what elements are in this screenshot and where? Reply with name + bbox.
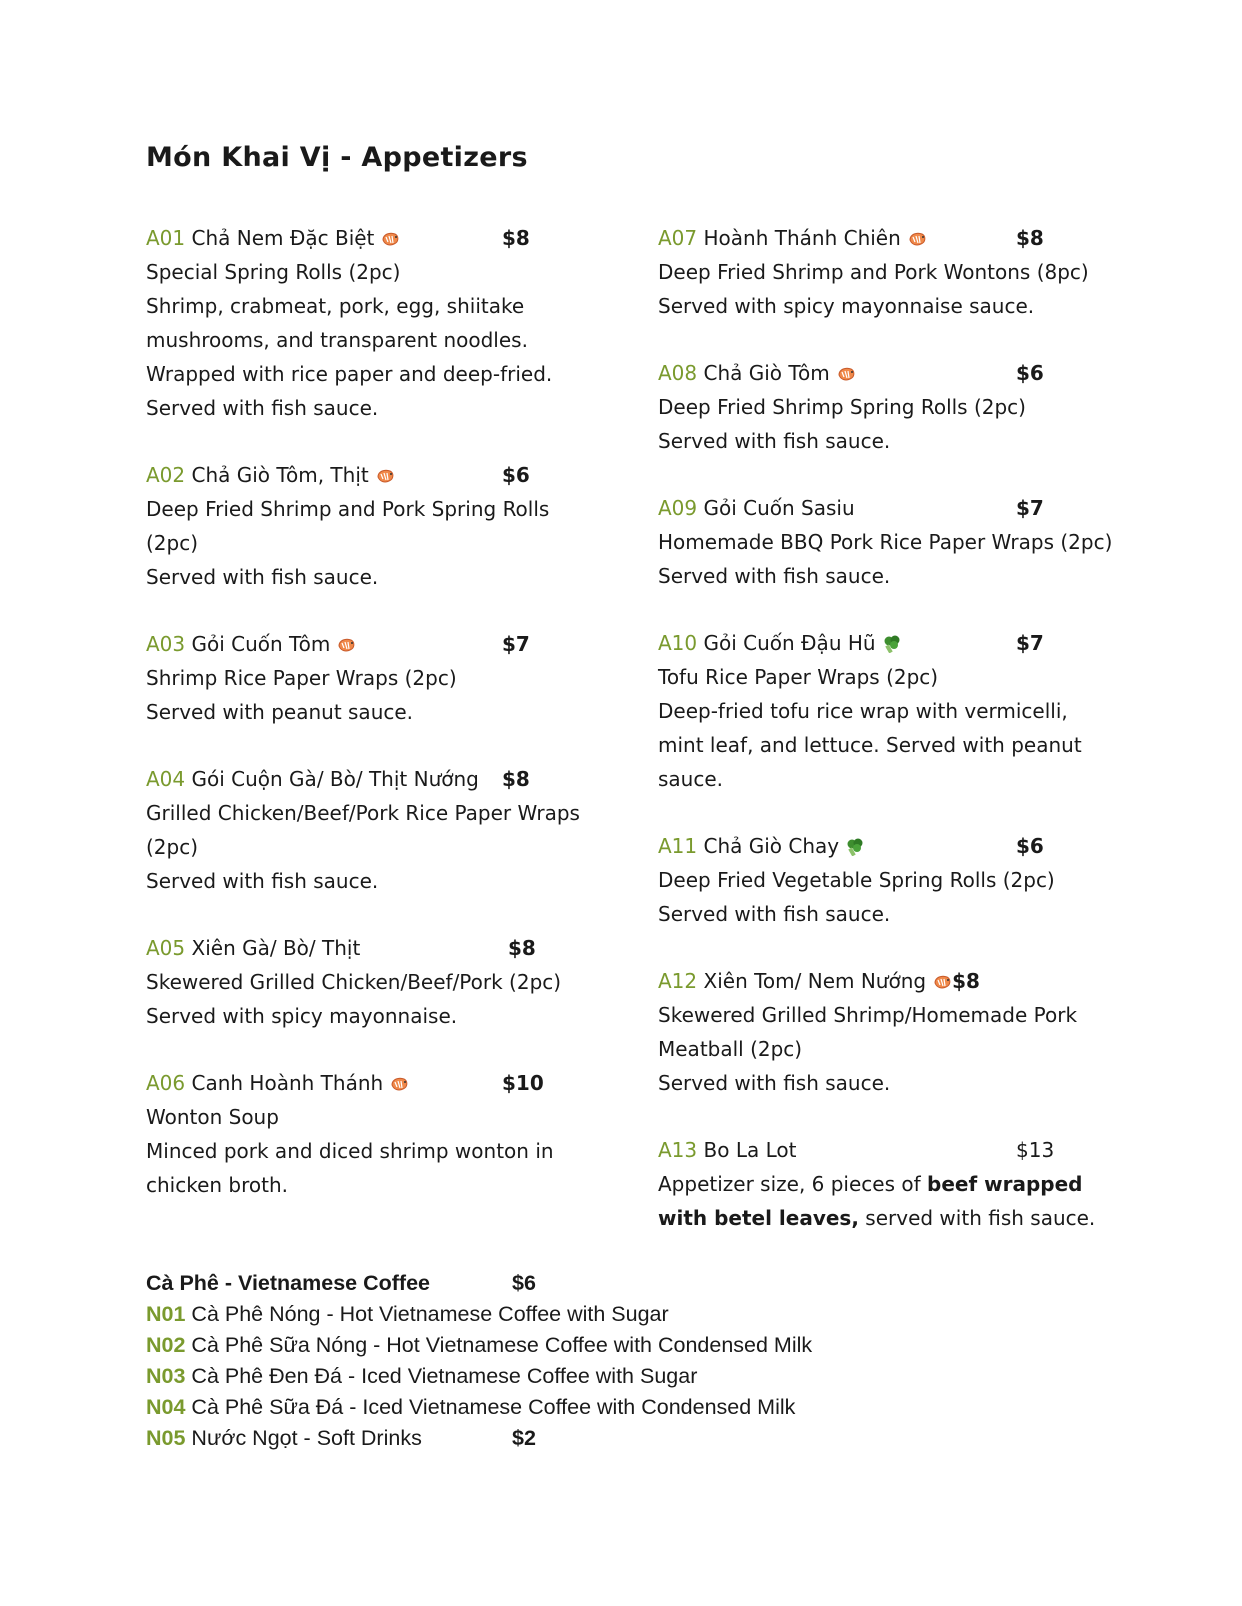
item-desc-line — [658, 1167, 1108, 1201]
item-name: Gỏi Cuốn Sasiu — [703, 496, 855, 520]
item-name: Cà Phê Nóng - Hot Vietnamese Coffee with Sugar — [185, 1302, 669, 1326]
coffee-heading-row — [146, 1268, 812, 1299]
item-price: $2 — [512, 1426, 536, 1450]
item-price: $6 — [1016, 834, 1044, 858]
item-code: A08 — [658, 361, 698, 385]
item-desc-line: Served with spicy mayonnaise. — [146, 1004, 458, 1028]
item-desc-line: Minced pork and diced shrimp wonton in — [146, 1139, 554, 1163]
page-title: Món Khai Vị - Appetizers — [146, 142, 528, 173]
item-code: N04 — [146, 1395, 186, 1419]
broccoli-icon — [882, 635, 902, 653]
item-code: N02 — [146, 1333, 186, 1357]
shrimp-icon — [336, 637, 356, 653]
item-code: A06 — [146, 1071, 186, 1095]
menu-item — [146, 627, 586, 729]
item-desc-line: Meatball (2pc) — [658, 1037, 803, 1061]
menu-item — [146, 221, 586, 425]
item-desc-line: Skewered Grilled Shrimp/Homemade Pork — [658, 1003, 1078, 1027]
item-code: A12 — [658, 969, 698, 993]
item-name: Nước Ngọt - Soft Drinks — [185, 1426, 422, 1450]
item-desc-line: Special Spring Rolls (2pc) — [146, 260, 401, 284]
item-desc-line: sauce. — [658, 767, 724, 791]
item-code: A04 — [146, 767, 186, 791]
item-name: Chả Giò Tôm, Thịt — [191, 463, 369, 487]
item-name: Chả Giò Tôm — [703, 361, 830, 385]
item-desc-line: Served with fish sauce. — [146, 565, 379, 589]
item-desc-line: Served with fish sauce. — [658, 564, 891, 588]
item-desc-line: Wonton Soup — [146, 1105, 279, 1129]
desc-text: served with fish sauce. — [858, 1206, 1096, 1230]
item-desc-line: (2pc) — [146, 835, 199, 859]
item-desc-line: Served with fish sauce. — [658, 1071, 891, 1095]
coffee-item — [146, 1361, 812, 1392]
desc-bold-text: with betel leaves, — [658, 1206, 859, 1230]
shrimp-icon — [389, 1076, 409, 1092]
item-desc-line: mint leaf, and lettuce. Served with peanut — [658, 733, 1082, 757]
menu-item — [658, 221, 1108, 323]
item-name: Chả Giò Chay — [703, 834, 840, 858]
item-name: Canh Hoành Thánh — [191, 1071, 384, 1095]
appetizers-right-column — [658, 221, 1113, 1268]
item-desc-line: (2pc) — [146, 531, 199, 555]
item-name: Gói Cuộn Gà/ Bò/ Thịt Nướng — [191, 767, 479, 791]
item-name: Cà Phê Đen Đá - Iced Vietnamese Coffee with Sugar — [185, 1364, 698, 1388]
menu-item — [658, 356, 1108, 458]
item-price: $8 — [502, 767, 530, 791]
menu-item — [658, 626, 1108, 796]
menu-item — [658, 491, 1113, 593]
item-name: Gỏi Cuốn Đậu Hũ — [703, 631, 876, 655]
item-desc-line: Grilled Chicken/Beef/Pork Rice Paper Wraps — [146, 801, 580, 825]
item-price: $6 — [1016, 361, 1044, 385]
item-code: A11 — [658, 834, 698, 858]
item-price: $7 — [1016, 631, 1044, 655]
coffee-item — [146, 1330, 812, 1361]
menu-item — [146, 1066, 586, 1202]
menu-item — [146, 931, 586, 1033]
broccoli-icon — [845, 838, 865, 856]
item-desc-line: Served with fish sauce. — [146, 396, 379, 420]
item-desc-line: Served with fish sauce. — [658, 429, 891, 453]
item-desc-line: Shrimp Rice Paper Wraps (2pc) — [146, 666, 457, 690]
shrimp-icon — [836, 366, 856, 382]
coffee-item — [146, 1423, 812, 1454]
desc-text: Appetizer size, 6 pieces of — [658, 1172, 928, 1196]
item-price: $8 — [508, 936, 536, 960]
item-code: N01 — [146, 1302, 186, 1326]
item-price: $7 — [502, 632, 530, 656]
item-code: A10 — [658, 631, 698, 655]
item-code: A05 — [146, 936, 186, 960]
item-code: A09 — [658, 496, 698, 520]
item-name: Bo La Lot — [697, 1138, 797, 1162]
item-name: Xiên Gà/ Bò/ Thịt — [191, 936, 361, 960]
item-price: $10 — [502, 1071, 544, 1095]
coffee-heading: Cà Phê - Vietnamese Coffee — [146, 1271, 430, 1295]
item-desc-line: Shrimp, crabmeat, pork, egg, shiitake — [146, 294, 525, 318]
item-code: A13 — [658, 1138, 698, 1162]
menu-item — [658, 829, 1108, 931]
coffee-price: $6 — [512, 1271, 536, 1295]
item-code: A02 — [146, 463, 186, 487]
menu-item — [146, 762, 586, 898]
item-code: N03 — [146, 1364, 186, 1388]
item-price: $7 — [1016, 496, 1044, 520]
item-desc-line: Deep Fried Shrimp and Pork Wontons (8pc) — [658, 260, 1089, 284]
item-price: $8 — [952, 969, 980, 993]
coffee-item — [146, 1299, 812, 1330]
item-code: A01 — [146, 226, 186, 250]
appetizers-left-column — [146, 221, 586, 1235]
item-name: Xiên Tom/ Nem Nướng — [703, 969, 927, 993]
shrimp-icon — [375, 468, 395, 484]
item-name: Chả Nem Đặc Biệt — [191, 226, 375, 250]
item-name: Hoành Thánh Chiên — [703, 226, 901, 250]
item-desc-line: Homemade BBQ Pork Rice Paper Wraps (2pc) — [658, 530, 1113, 554]
item-name: Cà Phê Sữa Nóng - Hot Vietnamese Coffee with Condensed Milk — [185, 1333, 813, 1357]
shrimp-icon — [380, 231, 400, 247]
item-desc-line: chicken broth. — [146, 1173, 289, 1197]
item-desc-line: Skewered Grilled Chicken/Beef/Pork (2pc) — [146, 970, 562, 994]
desc-bold-text: beef wrapped — [927, 1172, 1083, 1196]
item-code: N05 — [146, 1426, 186, 1450]
menu-item — [658, 964, 1108, 1100]
menu-item — [146, 458, 586, 594]
shrimp-icon — [932, 974, 952, 990]
item-price: $8 — [502, 226, 530, 250]
item-desc-line: Wrapped with rice paper and deep-fried. — [146, 362, 553, 386]
item-desc-line: Served with peanut sauce. — [146, 700, 414, 724]
coffee-section — [146, 1268, 812, 1454]
coffee-item — [146, 1392, 812, 1423]
item-price: $6 — [502, 463, 530, 487]
item-name: Gỏi Cuốn Tôm — [191, 632, 331, 656]
item-desc-line — [658, 1201, 1108, 1235]
item-name: Cà Phê Sữa Đá - Iced Vietnamese Coffee with Condensed Milk — [185, 1395, 796, 1419]
item-desc-line: Served with fish sauce. — [146, 869, 379, 893]
item-price: $8 — [1016, 226, 1044, 250]
item-desc-line: mushrooms, and transparent noodles. — [146, 328, 528, 352]
shrimp-icon — [907, 231, 927, 247]
item-desc-line: Deep Fried Vegetable Spring Rolls (2pc) — [658, 868, 1055, 892]
item-desc-line: Deep Fried Shrimp and Pork Spring Rolls — [146, 497, 550, 521]
item-code: A07 — [658, 226, 698, 250]
item-desc-line: Deep-fried tofu rice wrap with vermicelli, — [658, 699, 1068, 723]
item-desc-line: Tofu Rice Paper Wraps (2pc) — [658, 665, 939, 689]
item-price: $13 — [1016, 1138, 1055, 1162]
item-desc-line: Served with spicy mayonnaise sauce. — [658, 294, 1035, 318]
item-desc-line: Served with fish sauce. — [658, 902, 891, 926]
item-desc-line: Deep Fried Shrimp Spring Rolls (2pc) — [658, 395, 1026, 419]
menu-item — [658, 1133, 1108, 1235]
item-code: A03 — [146, 632, 186, 656]
